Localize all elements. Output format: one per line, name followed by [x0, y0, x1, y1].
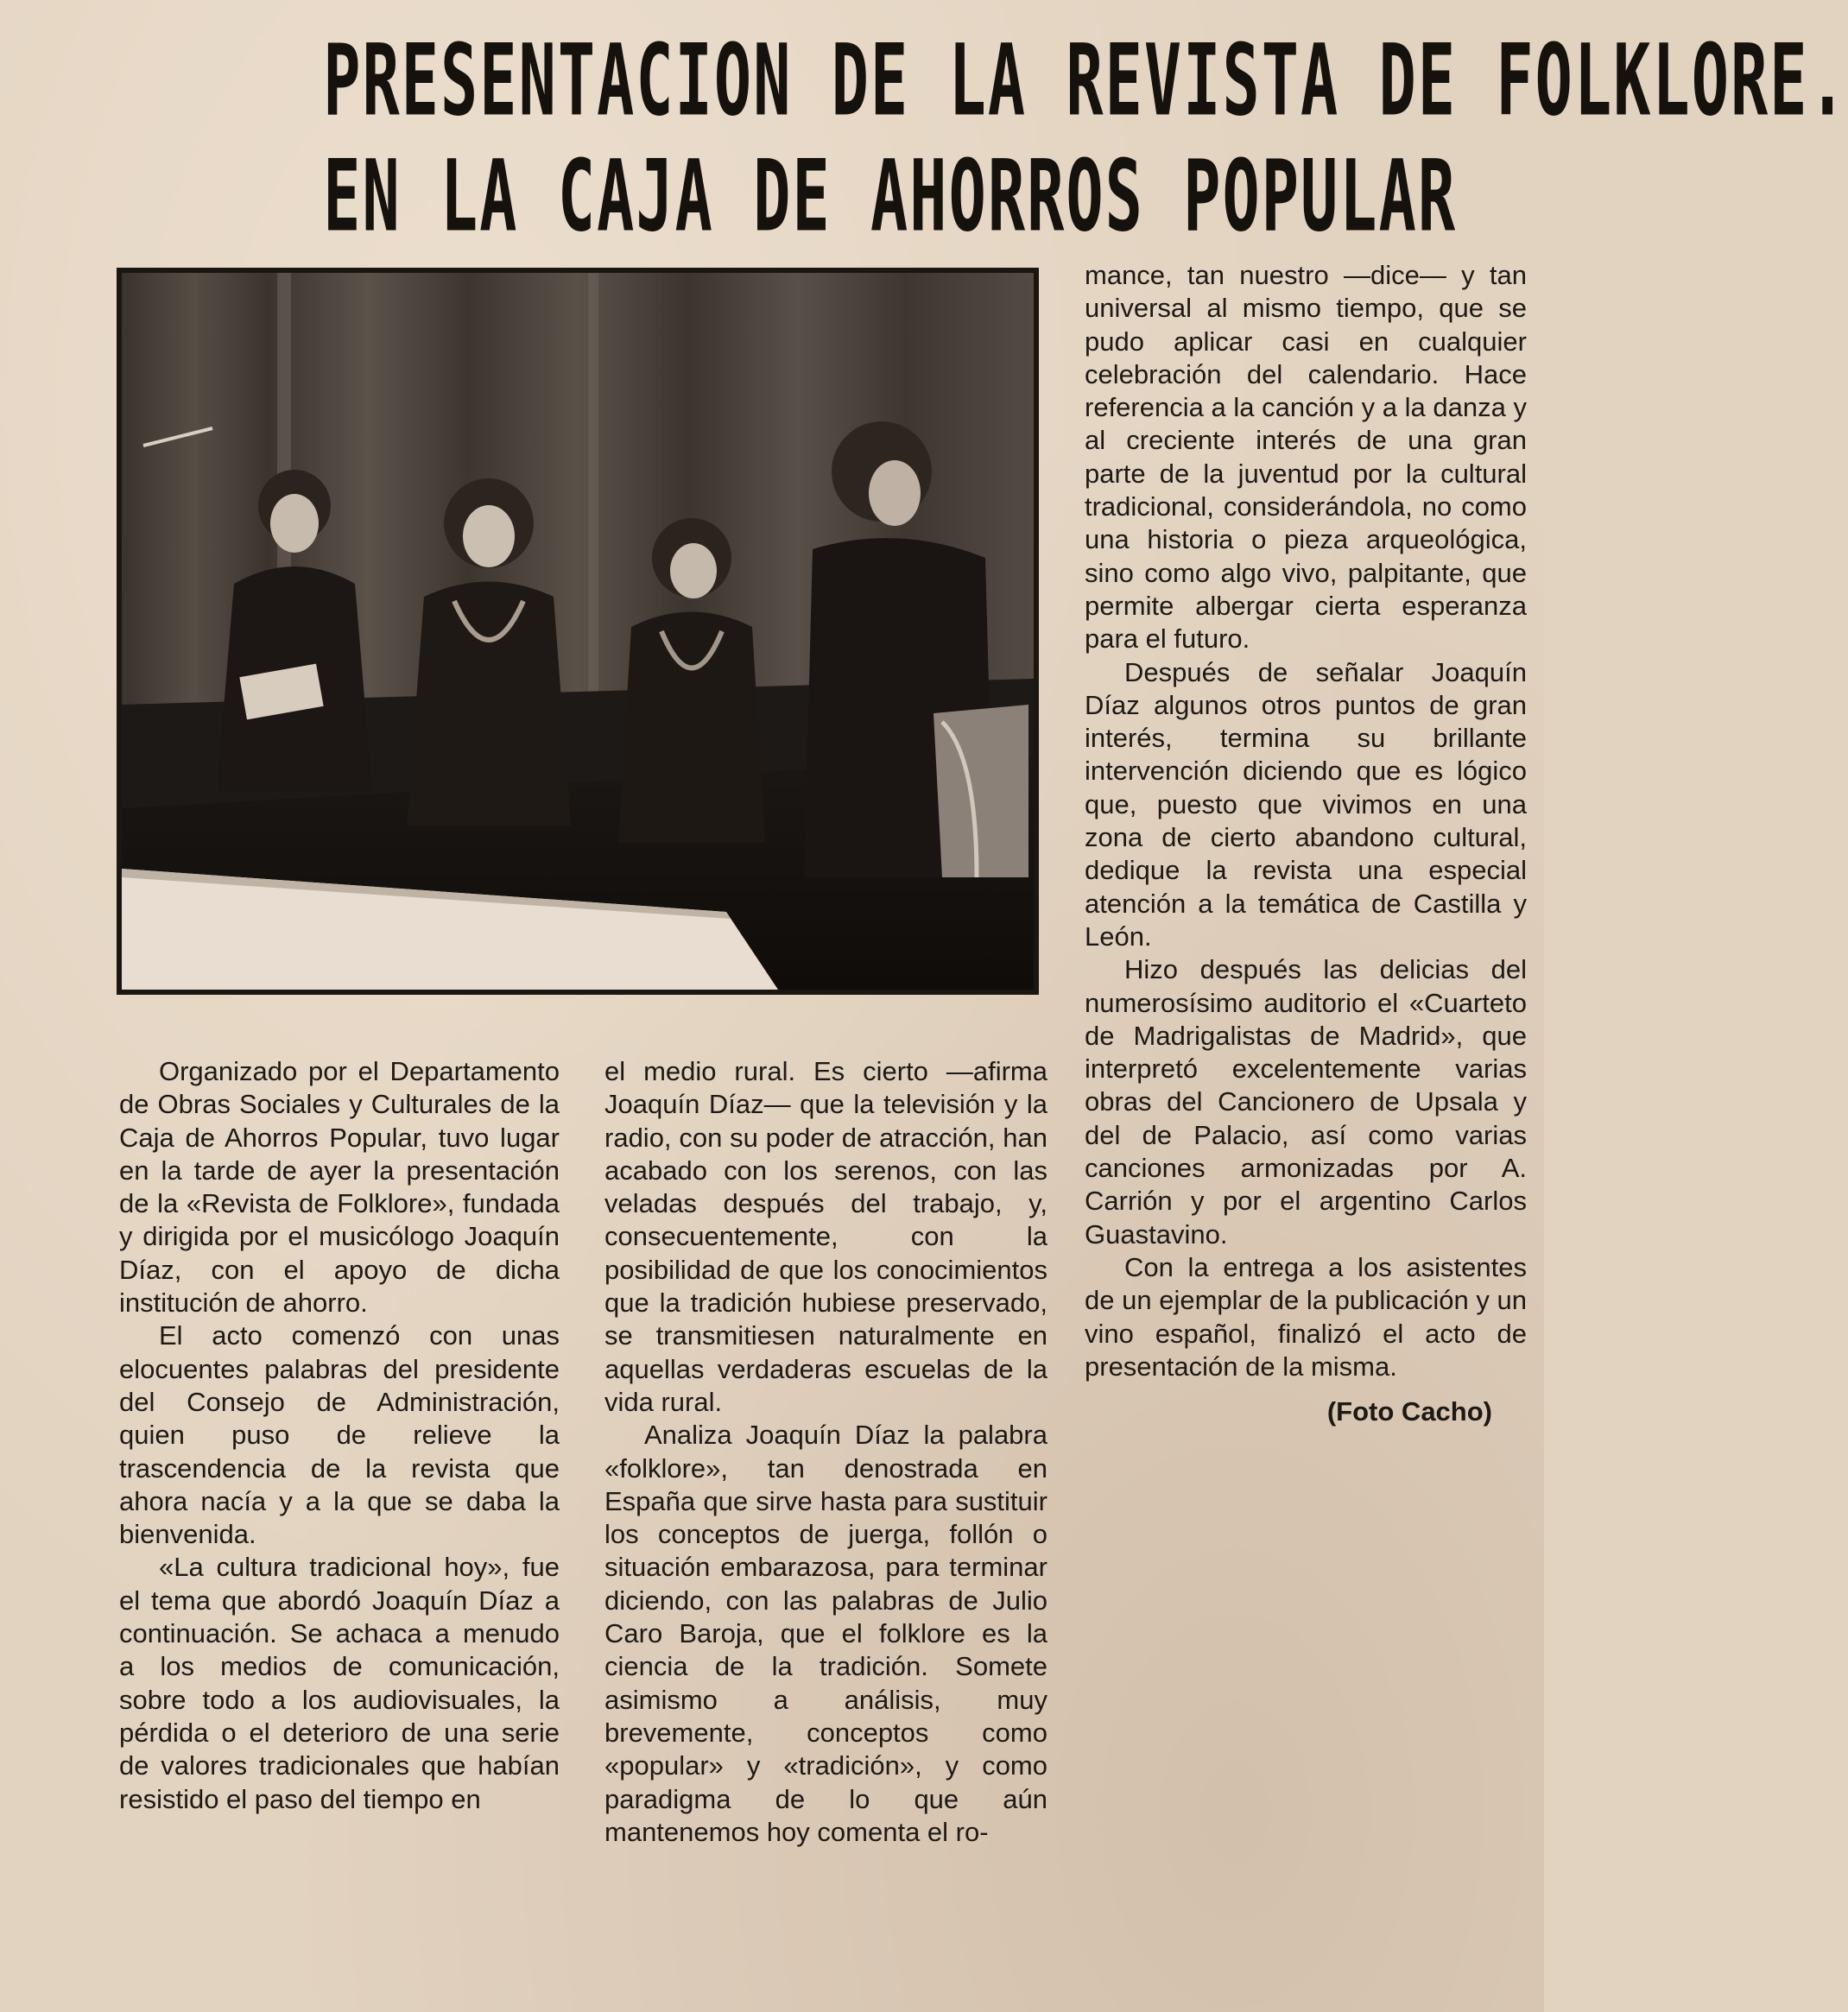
- article-photo: [117, 268, 1039, 995]
- paragraph: mance, tan nuestro —dice— y tan universal al mismo tiempo, que se pudo aplicar casi en cualquier celebración del calendario. Hace referencia a la canción y a la danza y al creciente interés de una gran parte de la juventud por la cultural tradicional, considerándola, no como una historia o pieza arqueológica, sino como algo vivo, palpitante, que permite albergar cierta esperanza para el futuro.: [1085, 260, 1527, 655]
- paragraph: Organizado por el Departamento de Obras Sociales y Culturales de la Caja de Ahorros Popular, tuvo lugar en la tarde de ayer la presentación de la «Revista de Folklore», fundada y dirigida por el musicólogo Joaquín Díaz, con el apoyo de dicha institución de ahorro.: [119, 1056, 560, 1319]
- paragraph: El acto comenzó con unas elocuentes palabras del presidente del Consejo de Administración, quien puso de relieve la trascendencia de la revista que ahora nacía y a la que se daba la bienvenida.: [119, 1320, 560, 1550]
- photo-credit: (Foto Cacho): [1326, 1396, 1492, 1427]
- paragraph: Con la entrega a los asistentes de un ejemplar de la publicación y un vino español, finalizó el acto de presentación de la misma.: [1085, 1251, 1527, 1382]
- article-column-1: [119, 1055, 560, 1816]
- article-column-2: [604, 1055, 1047, 1849]
- paragraph: «La cultura tradicional hoy», fue el tema que abordó Joaquín Díaz a continuación. Se achaca a menudo a los medios de comunicación, sobre todo a los audiovisuales, la pérdida o el deterioro de una serie de valores tradicionales que habían resistido el paso del tiempo en: [119, 1552, 560, 1814]
- article-column-3: [1085, 259, 1527, 1428]
- headline-line-2: EN LA CAJA DE AHORROS POPULAR: [323, 138, 1458, 255]
- paragraph: el medio rural. Es cierto —afirma Joaquín Díaz— que la televisión y la radio, con su poder de atracción, han acabado con los serenos, con las veladas después del trabajo, y, consecuentemente, con la posibilidad de que los conocimientos que la tradición hubiese preservado, se transmitiesen naturalmente en aquellas verdaderas escuelas de la vida rural.: [604, 1056, 1047, 1417]
- headline-line-1: PRESENTACION DE LA REVISTA DE FOLKLORE.: [323, 22, 1848, 139]
- photograph-icon: [122, 273, 1034, 990]
- paragraph: Analiza Joaquín Díaz la palabra «folklore», tan denostrada en España que sirve hasta para sustituir los conceptos de juerga, follón o situación embarazosa, para terminar diciendo, con las palabras de Julio Caro Baroja, que el folklore es la ciencia de la tradición. Somete asimismo a análisis, muy brevemente, conceptos como «popular» y «tradición», y como paradigma de lo que aún mantenemos hoy comenta el ro-: [604, 1420, 1047, 1847]
- paragraph: Después de señalar Joaquín Díaz algunos otros puntos de gran interés, termina su brillante intervención diciendo que es lógico que, puesto que vivimos en una zona de cierto abandono cultural, dedique la revista una especial atención a la temática de Castilla y León.: [1085, 656, 1527, 952]
- paragraph: Hizo después las delicias del numerosísimo auditorio el «Cuarteto de Madrigalistas de Madrid», que interpretó excelentemente varias obras del Cancionero de Upsala y del de Palacio, así como varias canciones armonizadas por A. Carrión y por el argentino Carlos Guastavino.: [1085, 954, 1527, 1250]
